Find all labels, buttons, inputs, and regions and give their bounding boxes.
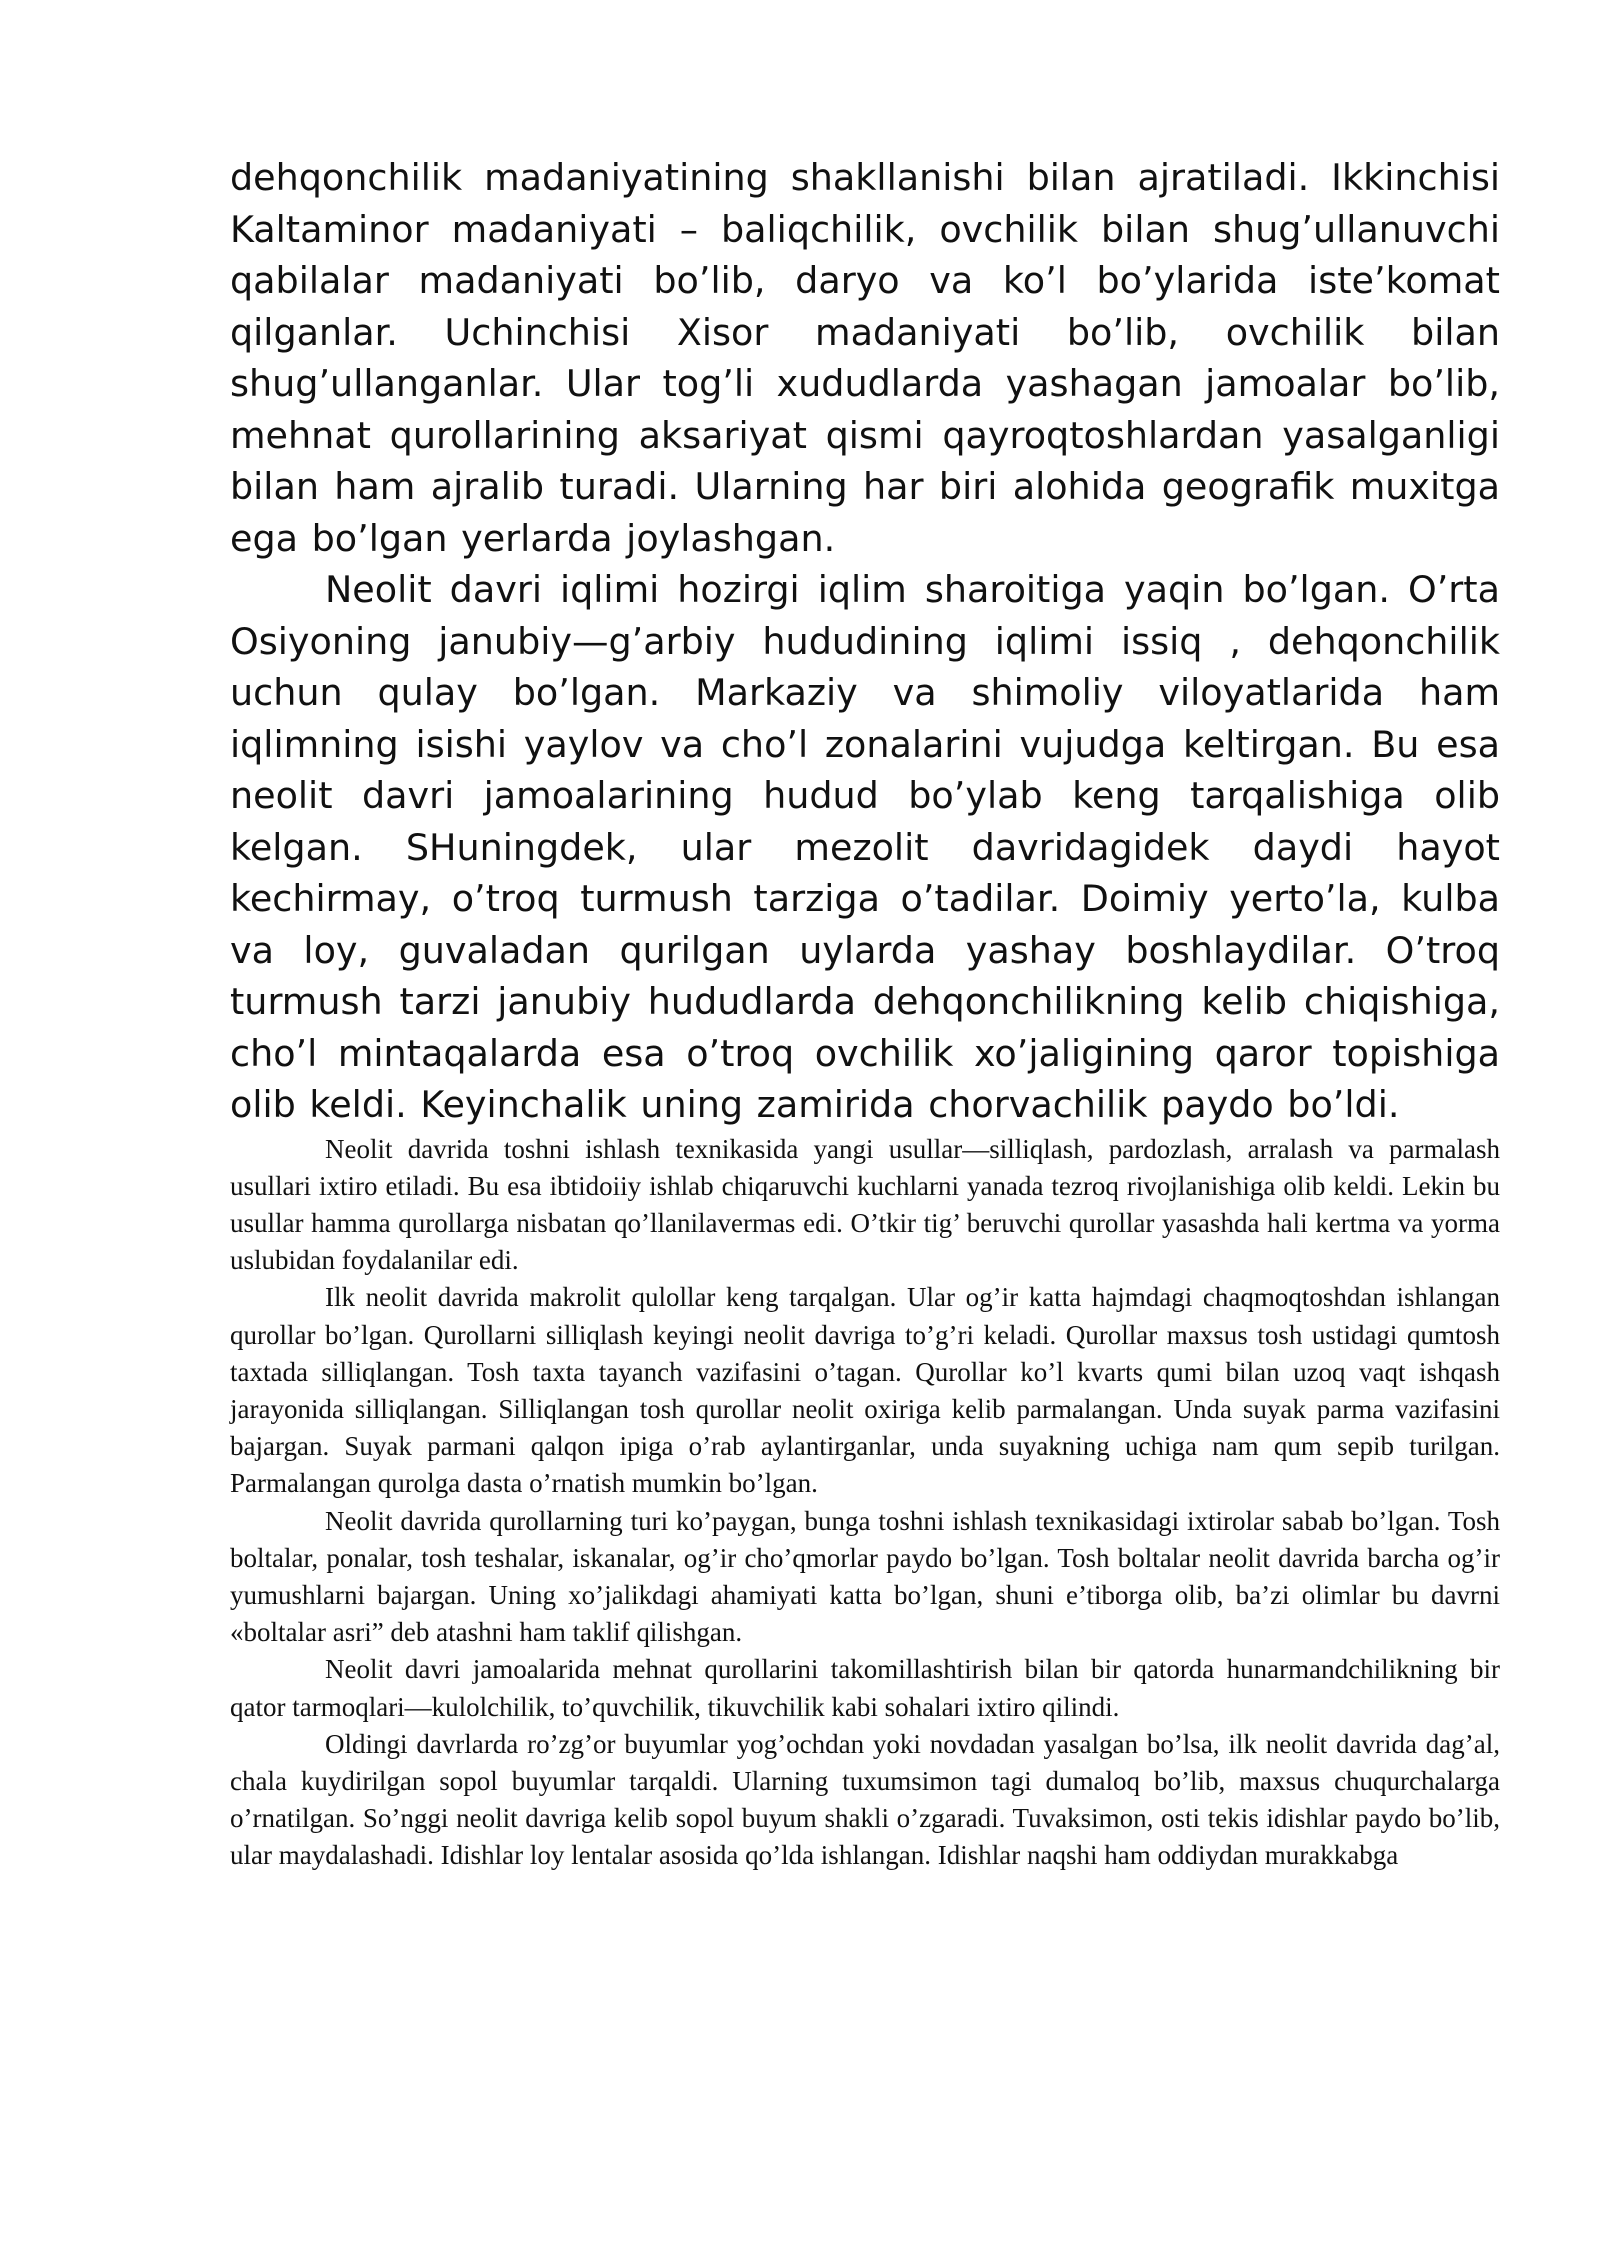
small-text-section bbox=[230, 1131, 1500, 1875]
document-page bbox=[230, 152, 1500, 1875]
paragraph-macrolithic-tools: Ilk neolit davrida makrolit qulollar keng tarqalgan. Ular og’ir katta hajmdagi chaqmoqtoshdan ishlangan qurollar bo’lgan. Qurollarni silliqlash keyingi neolit davriga to’g’ri keladi. Qurollar maxsus tosh ustidagi qumtosh taxtada silliqlangan. Tosh taxta tayanch vazifasini o’tagan. Qurollar ko’l kvarts qumi bilan uzoq vaqt ishqash jarayonida silliqlangan. Silliqlangan tosh qurollar neolit oxiriga kelib parmalangan. Unda suyak parma vazifasini bajargan. Suyak parmani qalqon ipiga o’rab aylantirganlar, unda suyakning uchiga nam qum sepib turilgan. Parmalangan qurolga dasta o’rnatish mumkin bo’lgan. bbox=[230, 1282, 1500, 1499]
paragraph-neolithic-climate: Neolit davri iqlimi hozirgi iqlim sharoitiga yaqin bo’lgan. O’rta Osiyoning janubiy—g’arbiy hududining iqlimi issiq , dehqonchilik uchun qulay bo’lgan. Markaziy va shimoliy viloyatlarida ham iqlimning isishi yaylov va cho’l zonalarini vujudga keltirgan. Bu esa neolit davri jamoalarining hudud bo’ylab keng tarqalishiga olib kelgan. SHuningdek, ular mezolit davridagidek daydi hayot kechirmay, o’troq turmush tarziga o’tadilar. Doimiy yerto’la, kulba va loy, guvaladan qurilgan uylarda yashay boshlaydilar. O’troq turmush tarzi janubiy hududlarda dehqonchilikning kelib chiqishiga, cho’l mintaqalarda esa o’troq ovchilik xo’jaligining qaror topishiga olib keldi. Keyinchalik uning zamirida chorvachilik paydo bo’ldi. bbox=[230, 568, 1500, 1126]
paragraph-crafts: Neolit davri jamoalarida mehnat qurollarini takomillashtirish bilan bir qatorda hunarmandchilikning bir qator tarmoqlari—kulolchilik, to’quvchilik, tikuvchilik kabi sohalari ixtiro qilindi. bbox=[230, 1654, 1500, 1722]
paragraph-tool-types: Neolit davrida qurollarning turi ko’paygan, bunga toshni ishlash texnikasidagi ixtirolar sabab bo’lgan. Tosh boltalar, ponalar, tosh teshalar, iskanalar, og’ir cho’qmorlar paydo bo’lgan. Tosh boltalar neolit davrida barcha og’ir yumushlarni bajargan. Uning xo’jalikdagi ahamiyati katta bo’lgan, shuni e’tiborga olib, ba’zi olimlar bu davrni «boltalar asri” deb atashni ham taklif qilishgan. bbox=[230, 1505, 1500, 1648]
paragraph-pottery: Oldingi davrlarda ro’zg’or buyumlar yog’ochdan yoki novdadan yasalgan bo’lsa, ilk neolit davrida dag’al, chala kuydirilgan sopol buyumlar tarqaldi. Ularning tuxumsimon tagi dumaloq bo’lib, maxsus chuqurchalarga o’rnatilgan. So’nggi neolit davriga kelib sopol buyum shakli o’zgaradi. Tuvaksimon, osti tekis idishlar paydo bo’lib, ular maydalashadi. Idishlar loy lentalar asosida qo’lda ishlangan. Idishlar naqshi ham oddiydan murakkabga bbox=[230, 1728, 1500, 1871]
paragraph-stone-techniques: Neolit davrida toshni ishlash texnikasida yangi usullar—silliqlash, pardozlash, arralash va parmalash usullari ixtiro etiladi. Bu esa ibtidoiiy ishlab chiqaruvchi kuchlarni yanada tezroq rivojlanishiga olib keldi. Lekin bu usullar hamma qurollarga nisbatan qo’llanilavermas edi. O’tkir tig’ beruvchi qurollar yasashda hali kertma va yorma uslubidan foydalanilar edi. bbox=[230, 1133, 1500, 1276]
large-text-section bbox=[230, 152, 1500, 1131]
paragraph-cultures: dehqonchilik madaniyatining shakllanishi bilan ajratiladi. Ikkinchisi Kaltaminor madaniyati – baliqchilik, ovchilik bilan shug’ullanuvchi qabilalar madaniyati bo’lib, daryo va ko’l bo’ylarida iste’komat qilganlar. Uchinchisi Xisor madaniyati bo’lib, ovchilik bilan shug’ullanganlar. Ular tog’li xududlarda yashagan jamoalar bo’lib, mehnat qurollarining aksariyat qismi qayroqtoshlardan yasalganligi bilan ham ajralib turadi. Ularning har biri alohida geografik muxitga ega bo’lgan yerlarda joylashgan. bbox=[230, 156, 1500, 560]
